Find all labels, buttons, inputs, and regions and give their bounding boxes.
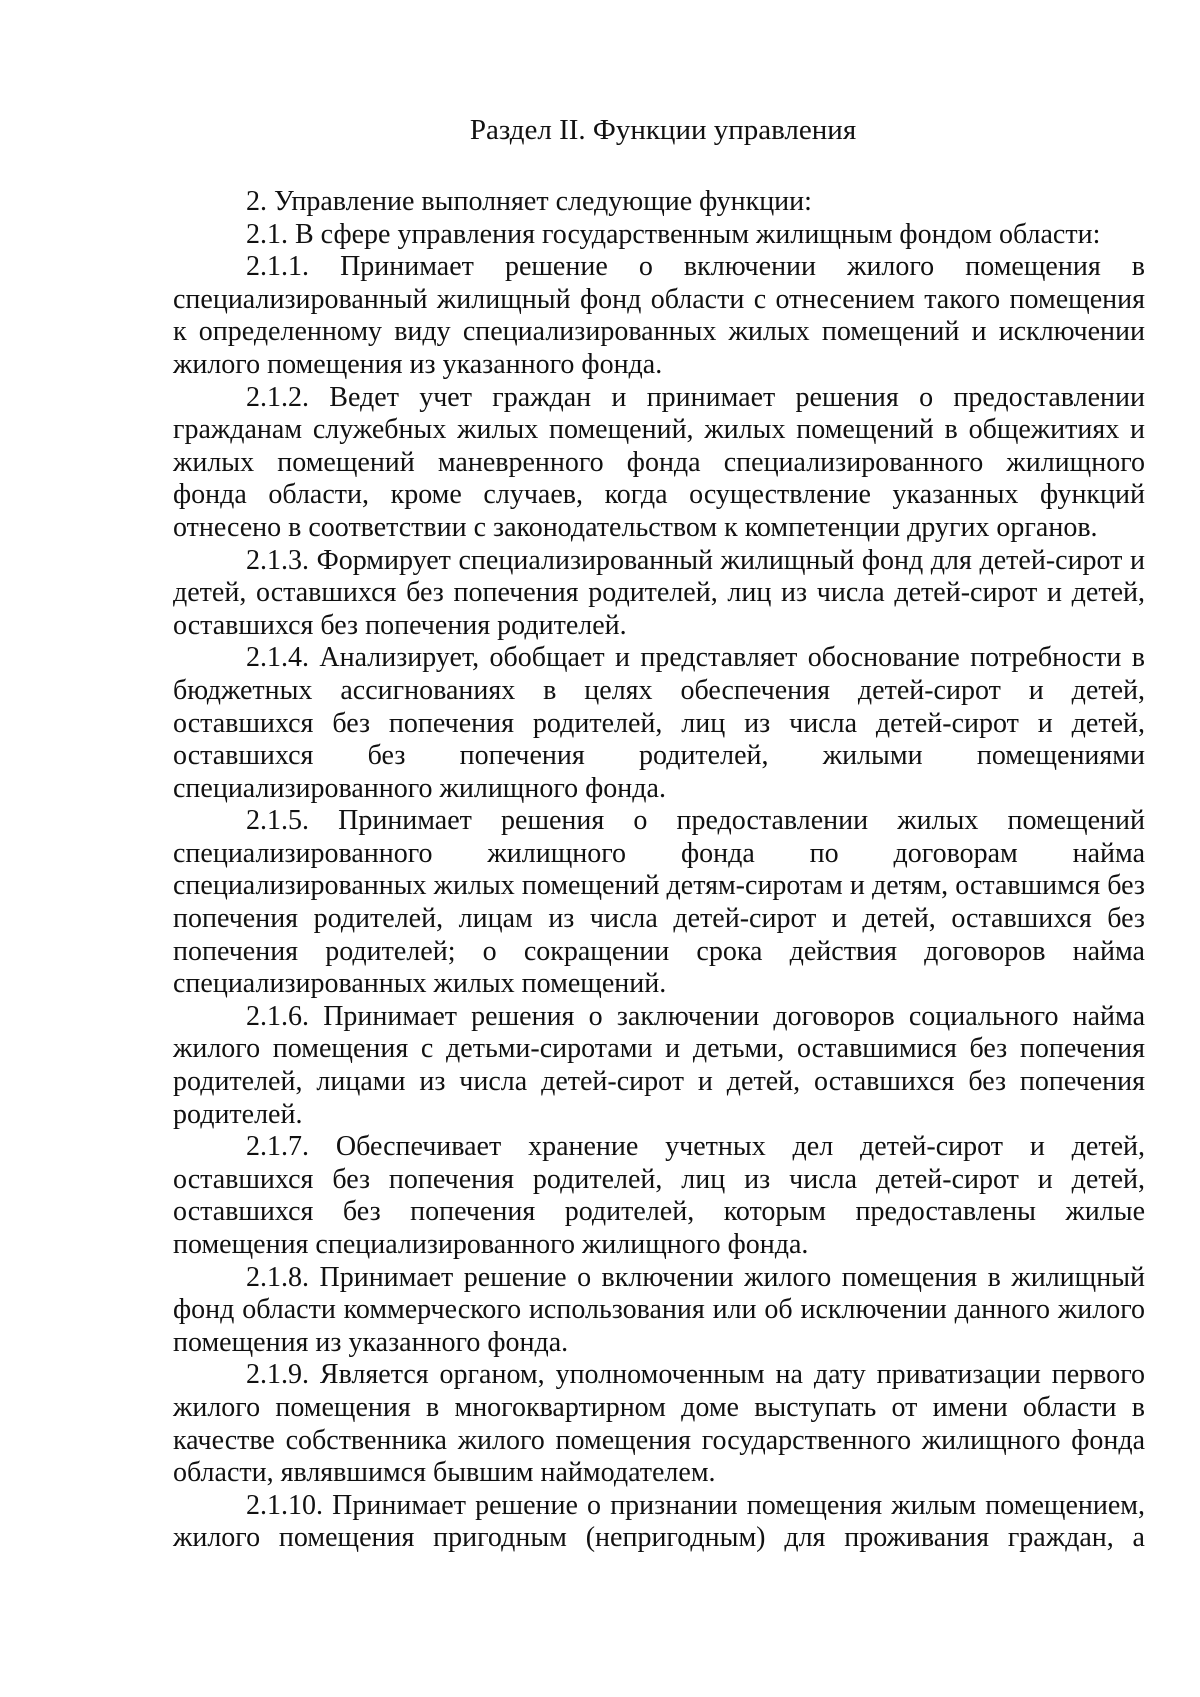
paragraph-2-1-1: 2.1.1. Принимает решение о включении жилого помещения в специализированный жилищный фонд области с отнесением такого помещения к определенному виду специализированных жилых помещений и исключении жилого помещения из указанного фонда. [173,251,1145,380]
paragraph-2-1: 2.1. В сфере управления государственным жилищным фондом области: [246,218,1101,250]
paragraph-2-1-5: 2.1.5. Принимает решения о предоставлении жилых помещений специализированного жилищного фонда по договорам найма специализированных жилых помещений детям-сиротам и детям, оставшимся без попечения родителей, лицам из числа детей-сирот и детей, оставшихся без попечения родителей; о сокращении срока действия договоров найма специализированных жилых помещений. [173,805,1145,1000]
document-body [173,114,1145,1555]
paragraph-2-1-8: 2.1.8. Принимает решение о включении жилого помещения в жилищный фонд области коммерческого использования или об исключении данного жилого помещения из указанного фонда. [173,1261,1145,1358]
paragraph-2: 2. Управление выполняет следующие функции: [246,186,812,217]
paragraph-2-1-9: 2.1.9. Является органом, уполномоченным на дату приватизации первого жилого помещения в многоквартирном доме выступать от имени области в качестве собственника жилого помещения государственного жилищного фонда области, являвшимся бывшим наймодателем. [173,1359,1145,1489]
paragraph-2-1-6: 2.1.6. Принимает решения о заключении договоров социального найма жилого помещения с детьми-сиротами и детьми, оставшимися без попечения родителей, лицами из числа детей-сирот и детей, оставшихся без попечения родителей. [173,1000,1145,1130]
paragraph-2-1-7: 2.1.7. Обеспечивает хранение учетных дел детей-сирот и детей, оставшихся без попечения родителей, лиц из числа детей-сирот и детей, оставшихся без попечения родителей, которым предоставлены жилые помещения специализированного жилищного фонда. [173,1131,1145,1260]
paragraph-2-1-10: 2.1.10. Принимает решение о признании помещения жилым помещением, жилого помещения пригодным (непригодным) для проживания граждан, а [173,1489,1145,1554]
paragraph-2-1-3: 2.1.3. Формирует специализированный жилищный фонд для детей-сирот и детей, оставшихся без попечения родителей, лиц из числа детей-сирот и детей, оставшихся без попечения родителей. [173,544,1145,641]
paragraph-2-1-2: 2.1.2. Ведет учет граждан и принимает решения о предоставлении гражданам служебных жилых помещений, жилых помещений в общежитиях и жилых помещений маневренного фонда специализированного жилищного фонда области, кроме случаев, когда осуществление указанных функций отнесено в соответствии с законодательством к компетенции других органов. [173,381,1145,543]
paragraph-2-1-4: 2.1.4. Анализирует, обобщает и представляет обоснование потребности в бюджетных ассигнованиях в целях обеспечения детей-сирот и детей, оставшихся без попечения родителей, лиц из числа детей-сирот и детей, оставшихся без попечения родителей, жилыми помещениями специализированного жилищного фонда. [173,642,1145,804]
section-title: Раздел II. Функции управления [469,114,857,146]
